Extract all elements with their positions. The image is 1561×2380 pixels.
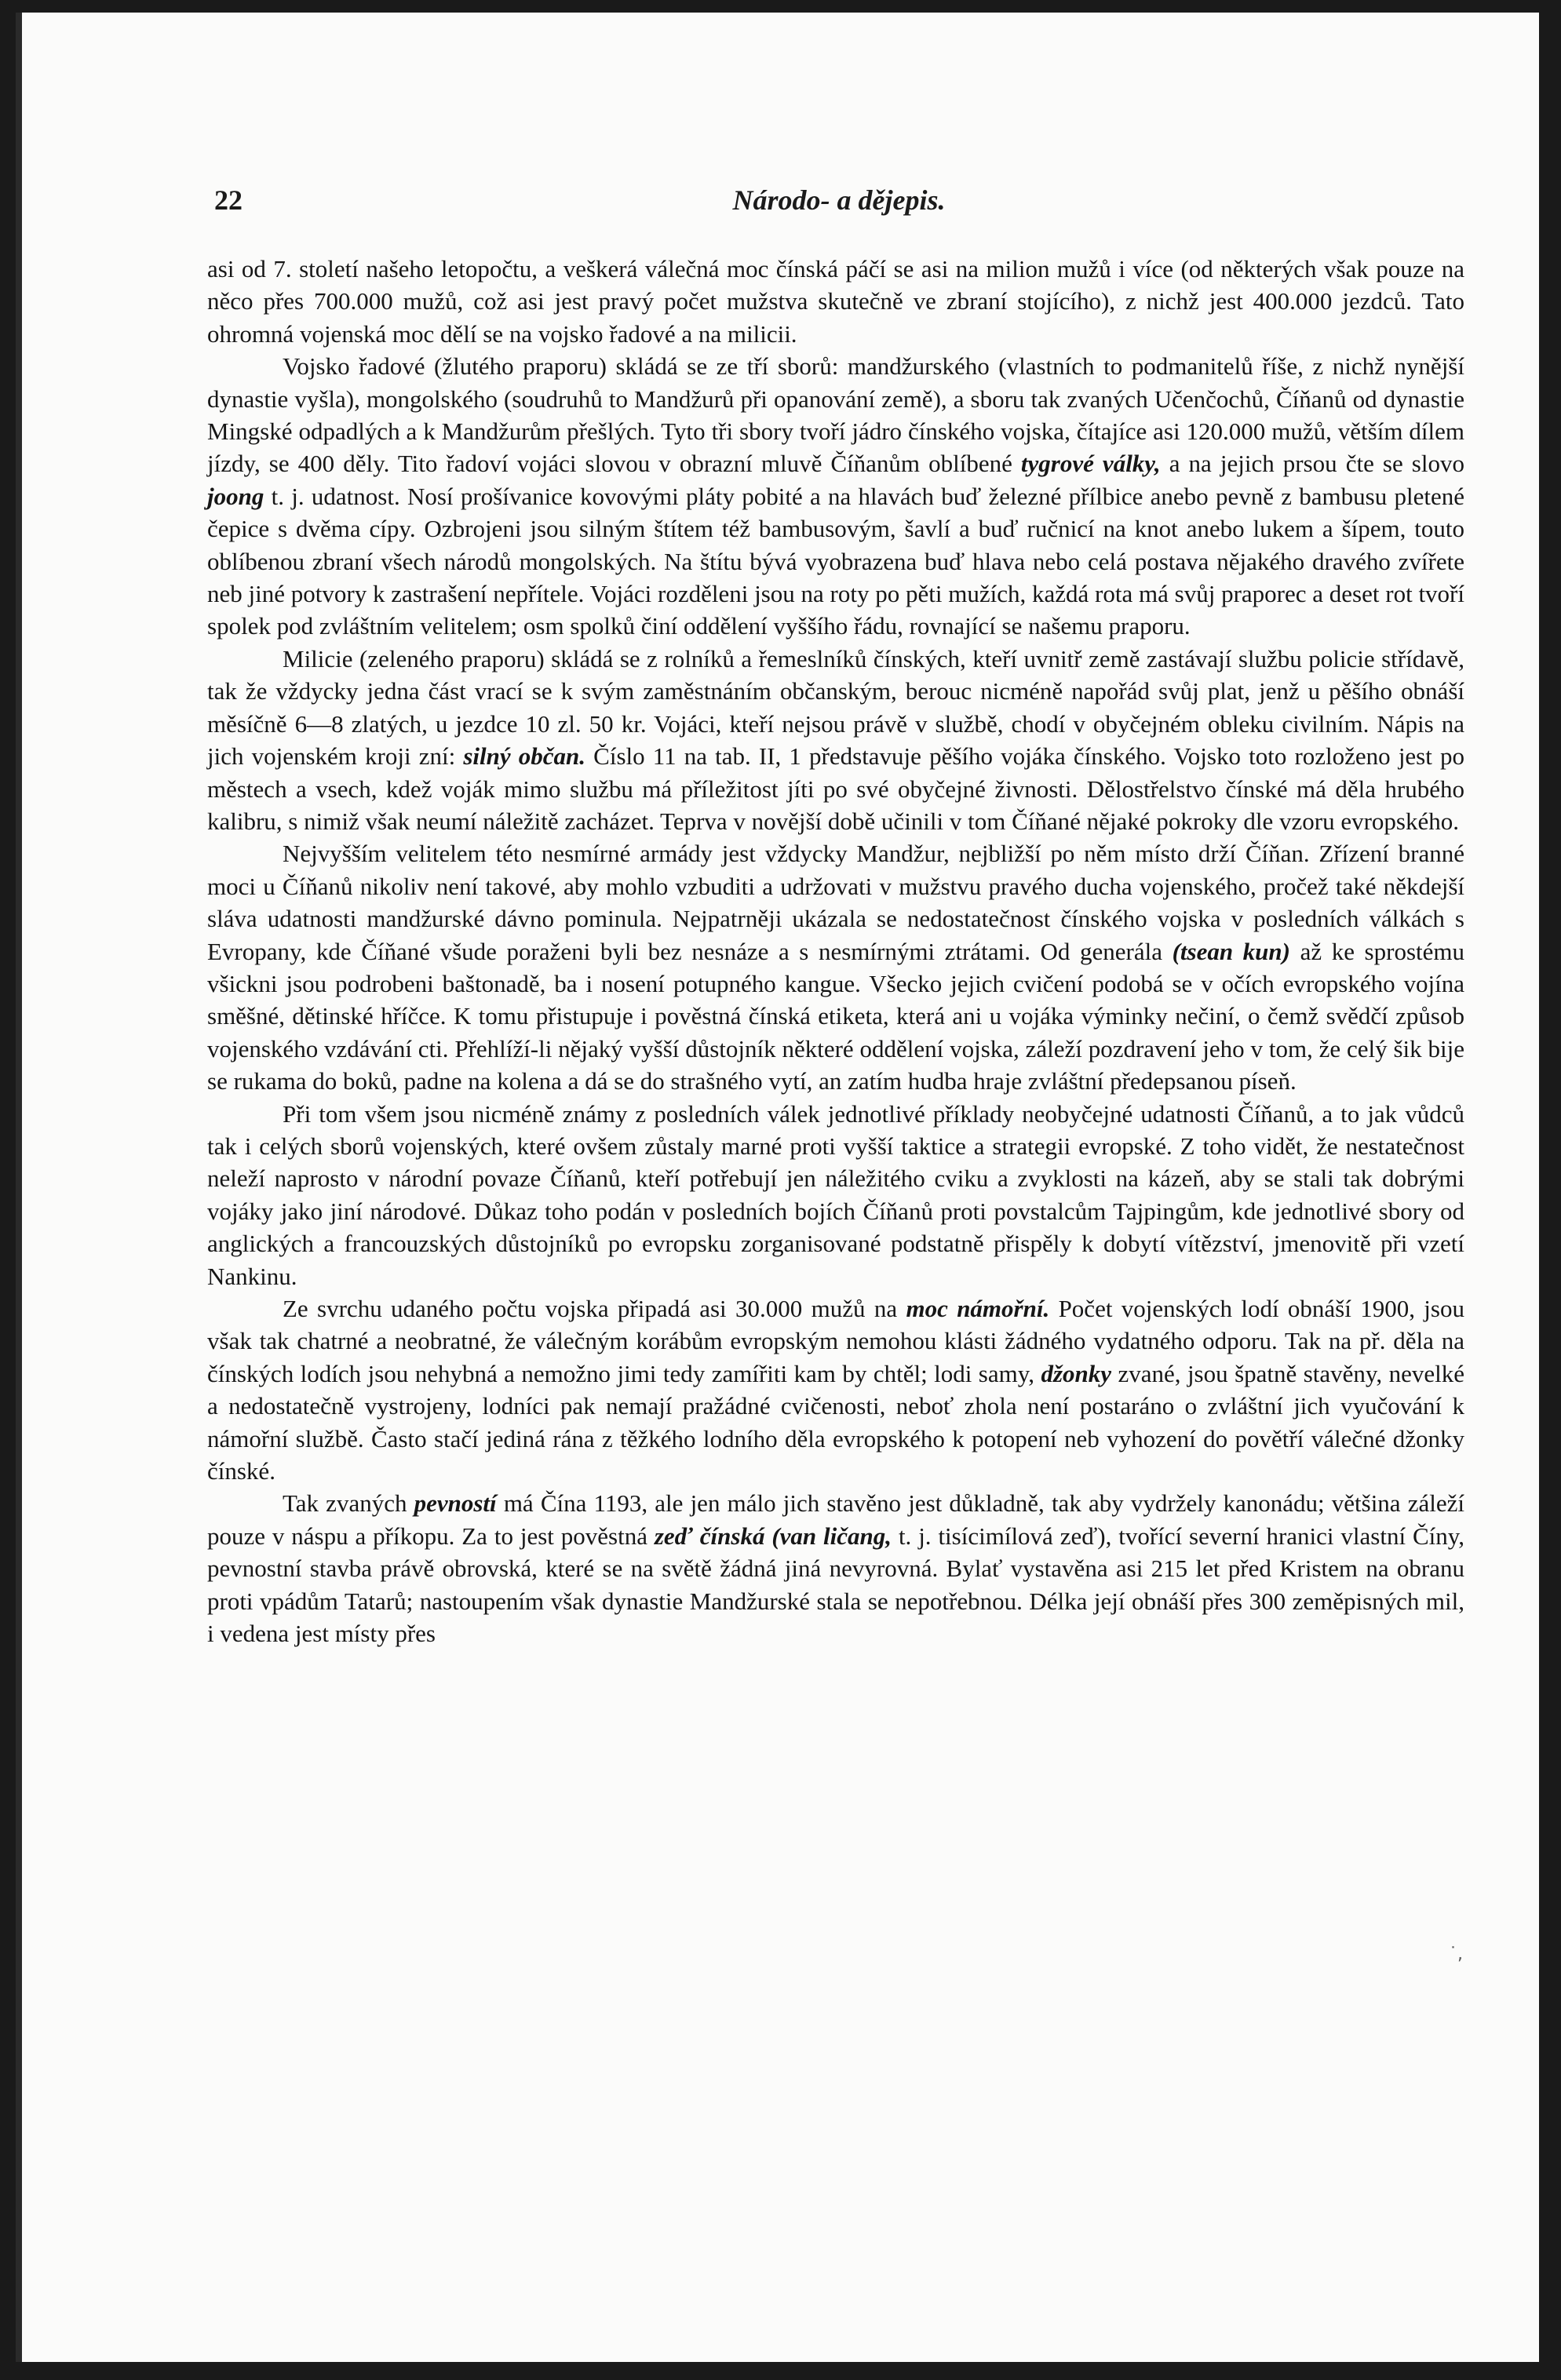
text-run: Tak zvaných (283, 1489, 414, 1518)
emphasized-text: silný občan. (463, 742, 586, 771)
page-number: 22 (214, 184, 243, 216)
text-run: Při tom všem jsou nicméně známy z posledních válek jednotlivé příklady neobyčejné udatnosti Číňanů, a to jak vůdců tak i celých sborů vojenských, které ovšem zůstaly marné proti vyšší taktice a strategii evropské. Z toho vidět, že nestatečnost neleží naprosto v národní povaze Číňanů, kteří potřebují jen náležitého cviku a zvyklosti na kázeň, aby se stali tak dobrými vojáky jako jiní národové. Důkaz toho podán v posledních bojích Číňanů proti povstalcům Tajpingům, kde jednotlivé sbory od anglických a francouzských důstojníků po evropsku zorganisované podstatně přispěly k dobytí vítězství, jmenovitě při vzetí Nankinu. (207, 1099, 1464, 1290)
paragraph (207, 350, 1464, 643)
text-run: t. j. tisícimílová zeď), tvořící severní hranici vlastní Číny, pevnostní stavba právě obrovská, které se na světě žádná jiná nevyrovná. Bylať vystavěna asi 215 let před Kristem na obranu proti vpádům Tatarů; nastoupením však dynastie Mandžurské stala se nepotřebnou. Délka její obnáší přes 300 zeměpisných mil, i vedena jest místy přes (207, 1522, 1464, 1648)
text-run: t. j. udatnost. Nosí prošívanice kovovými pláty pobité a na hlavách buď železné přílbice anebo pevně z bambusu pletené čepice s dvěma cípy. Ozbrojeni jsou silným štítem též bambusovým, šavlí a buď ručnicí na knot anebo lukem a šípem, touto oblíbenou zbraní všech národů mongolských. Na štítu bývá vyobrazena buď hlava nebo celá postava nějakého dravého zvířete neb jiné potvory k zastrašení nepřítele. Vojáci rozděleni jsou na roty po pěti mužích, každá rota má svůj praporec a deset rot tvoří spolek pod zvláštním velitelem; osm spolků činí oddělení vyššího řádu, rovnající se našemu praporu. (207, 482, 1464, 640)
paragraph (207, 1487, 1464, 1649)
text-run: Vojsko řadové (žlutého praporu) skládá se ze tří sborů: mandžurského (vlastních to podmanitelů říše, z nichž nynější dynastie vyšla), mongolského (soudruhů to Mandžurů při opanování země), a sboru tak zvaných Učenčochů, Číňanů od dynastie Mingské odpadlých a k Mandžurům přešlých. Tyto tři sbory tvoří jádro čínského vojska, čítajíce asi 120.000 mužů, větším dílem jízdy, se 400 děly. Tito řadoví vojáci slovou v obrazní mluvě Číňanům oblíbené (207, 352, 1464, 478)
emphasized-text: moc námořní. (906, 1295, 1050, 1322)
emphasized-text: pevností (414, 1489, 497, 1518)
text-run: Nejvyšším velitelem této nesmírné armády jest vždycky Mandžur, nejbližší po něm místo drží Číňan. Zřízení branné moci u Číňanů nikoliv není takové, aby mohlo vzbuditi a udržovati v mužstvu pravého ducha vojenského, pročež také někdejší sláva udatnosti mandžurské dávno pominula. Nejpatrněji ukázala se nedostatečnost čínského vojska v posledních válkách s Evropany, kde Číňané všude poraženi byli bez nesnáze a s nesmírnými ztrátami. Od generála (207, 840, 1464, 965)
emphasized-text: tygrové války, (1020, 450, 1161, 478)
emphasized-text: joong (207, 482, 264, 510)
text-run: Milicie (zeleného praporu) skládá se z rolníků a řemeslníků čínských, kteří uvnitř země zastávají službu policie střídavě, tak že vždycky jedna část vrací se k svým zaměstnáním občanským, berouc nicméně napořád svůj plat, jenž u pěšího obnáší měsíčně 6—8 zlatých, u jezdce 10 zl. 50 kr. Vojáci, kteří nejsou právě v službě, chodí v obyčejném obleku civilním. Nápis na jich vojenském kroji zní: (207, 644, 1464, 771)
text-run: až ke sprostému všickni jsou podrobeni baštonadě, ba i nosení potupného kangue. Všecko jejich cvičení podobá se v očích evropského vojína směšné, dětinské hříčce. K tomu přistupuje i pověstná čínská etiketa, která ani u vojáka výminky nečiní, o čemž svědčí způsob vojenského vzdávání cti. Přehlíží-li nějaký vyšší důstojník některé oddělení vojska, záleží pozdravení jeho v tom, že celý šik bije se rukama do boků, padne na kolena a dá se do strašného vytí, an zatím hudba hraje zvláštní předepsanou píseň. (207, 937, 1464, 1095)
running-title: Národo- a dějepis. (732, 184, 946, 216)
paragraph (207, 837, 1464, 1097)
text-run: zvané, jsou špatně stavěny, nevelké a nedostatečně vystrojeny, lodníci pak nemají pražádné cvičenosti, neboť zhola není postaráno o zvláštní jich vyučování k námořní službě. Často stačí jediná rána z těžkého lodního děla evropského k potopení neb vyhození do povětří válečné džonky čínské. (207, 1359, 1464, 1485)
page-header (214, 184, 1464, 215)
text-run: a na jejich prsou čte se slovo (1160, 450, 1464, 478)
text-run: má Čína 1193, ale jen málo jich stavěno jest důkladně, tak aby vydržely kanonádu; většina záleží pouze v náspu a příkopu. Za to jest pověstná (207, 1489, 1464, 1550)
scanned-page (16, 13, 1539, 2362)
text-run: Číslo 11 na tab. II, 1 představuje pěšího vojáka čínského. Vojsko toto rozloženo jest po městech a vsech, kdež voják mimo službu má příležitost jíti po své obyčejné živnosti. Dělostřelstvo čínské má děla hrubého kalibru, s nimiž však neumí náležitě zacházet. Teprva v novější době učinili v tom Číňané nějaké pokroky dle vzoru evropského. (207, 742, 1464, 835)
paragraph (207, 643, 1464, 837)
emphasized-text: džonky (1041, 1359, 1112, 1387)
scan-speck: ˙, (1449, 1944, 1463, 1964)
emphasized-text: zeď čínská (van ličang, (654, 1522, 892, 1550)
emphasized-text: (tsean kun) (1172, 937, 1290, 965)
text-run: asi od 7. století našeho letopočtu, a veškerá válečná moc čínská páčí se asi na milion mužů i více (od některých však pouze na něco přes 700.000 mužů, což asi jest pravý počet mužstva skutečně ve zbraní stojícího), z nichž jest 400.000 jezdců. Tato ohromná vojenská moc dělí se na vojsko řadové a na milicii. (207, 255, 1464, 348)
body-text (207, 253, 1464, 1649)
text-run: Ze svrchu udaného počtu vojska připadá asi 30.000 mužů na (283, 1295, 906, 1322)
text-run: Počet vojenských lodí obnáší 1900, jsou však tak chatrné a neobratné, že válečným korábům evropským nemohou klásti žádného vydatného odporu. Tak na př. děla na čínských lodích jsou nehybná a nemožno jimi tedy zamířiti kam by chtěl; lodi samy, (207, 1295, 1464, 1387)
paragraph (207, 1098, 1464, 1292)
paragraph (207, 253, 1464, 350)
paragraph (207, 1292, 1464, 1487)
